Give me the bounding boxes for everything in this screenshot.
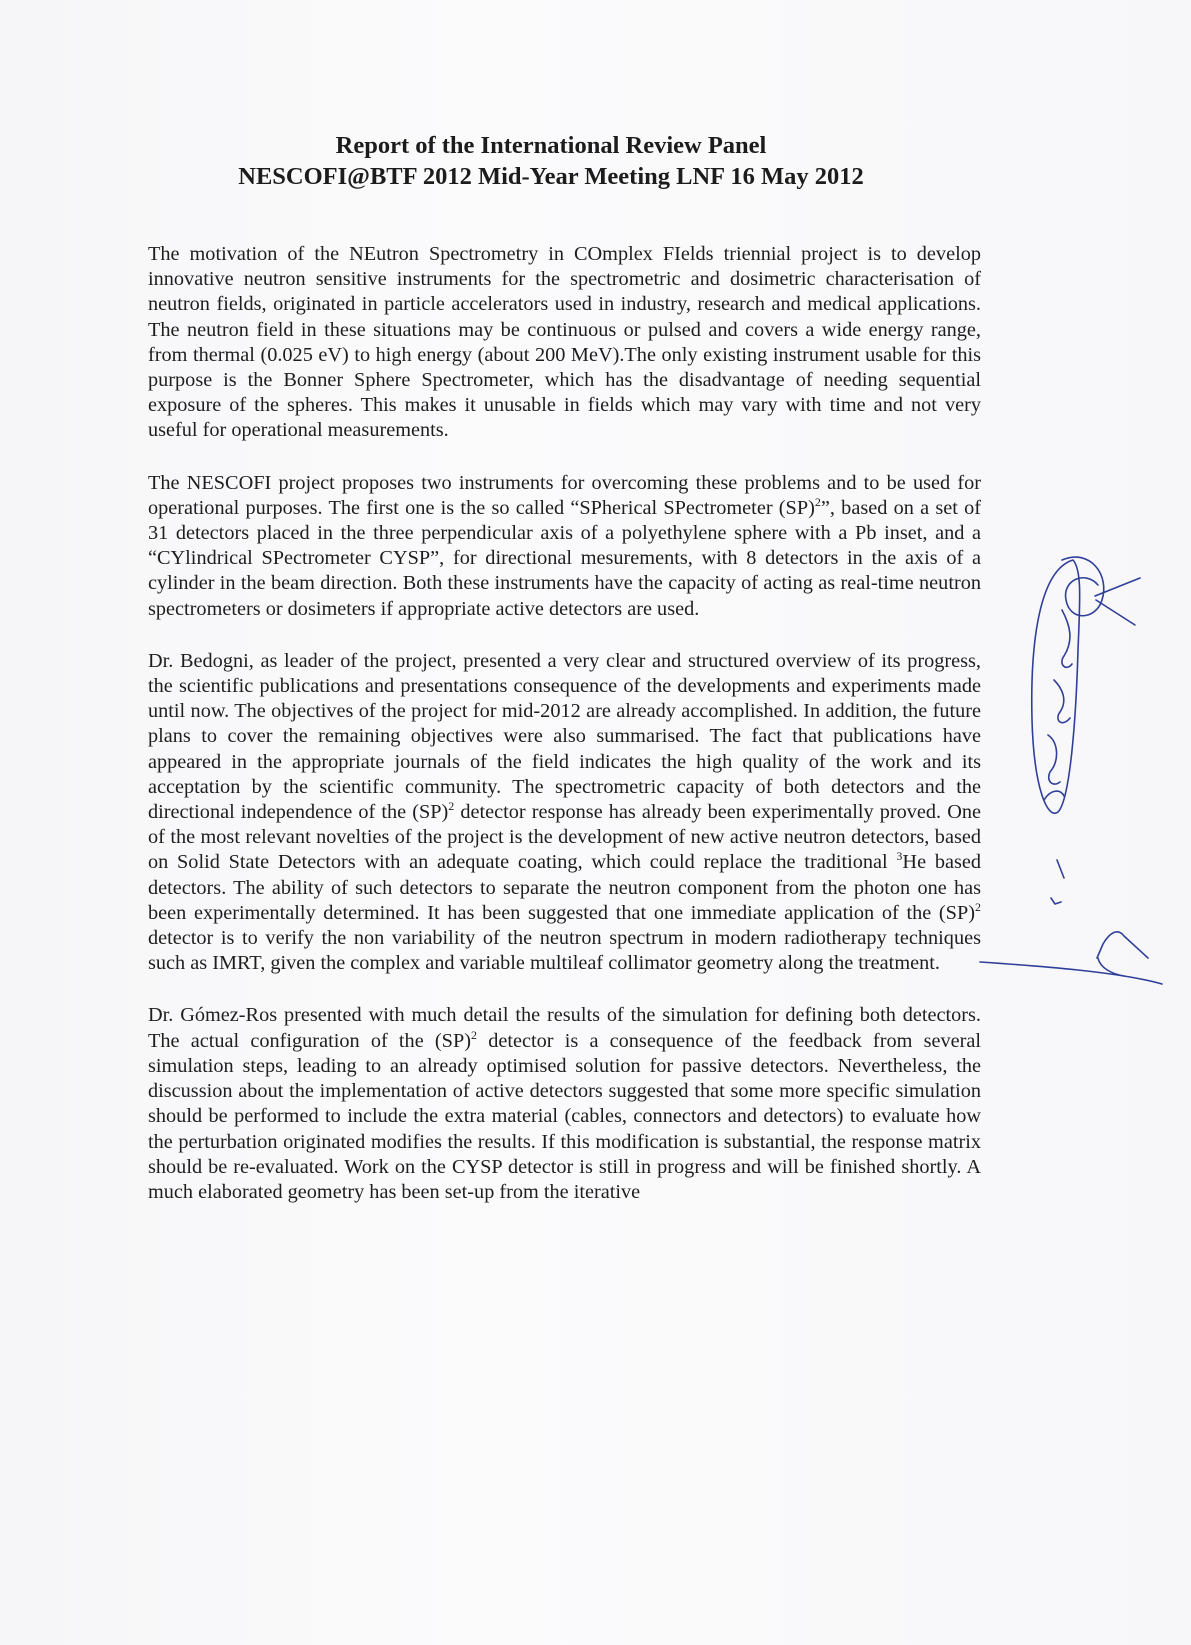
document-body — [148, 242, 981, 1232]
superscript: 3 — [896, 849, 903, 864]
superscript: 2 — [470, 1027, 477, 1042]
paragraph-4-text-a: Dr. Gómez-Ros presented with much detail the results of the simulation for defining both detectors. The actual configuration of the (SP) — [148, 1004, 981, 1052]
paragraph-3-text-d: detector is to verify the non variability of the neutron spectrum in modern radiotherapy techniques such as IMRT, given the complex and variable multileaf collimator geometry along the treatment. — [148, 927, 981, 975]
paragraph-4 — [148, 1003, 981, 1205]
paragraph-4-text-b: detector is a consequence of the feedback from several simulation steps, leading to an already optimised solution for passive detectors. Nevertheless, the discussion about the implementation of active detectors suggested that some more specific simulation should be performed to include the extra material (cables, connectors and detectors) to evaluate how the perturbation originated modifies the results. If this modification is substantial, the response matrix should be re-evaluated. Work on the CYSP detector is still in progress and will be finished shortly. A much elaborated geometry has been set-up from the iterative — [148, 1029, 981, 1203]
paragraph-1: The motivation of the NEutron Spectrometry in COmplex FIelds triennial project is to develop innovative neutron sensitive instruments for the spectrometric and dosimetric characterisation of neutron fields, originated in particle accelerators used in industry, research and medical applications. The neutron field in these situations may be continuous or pulsed and covers a wide energy range, from thermal (0.025 eV) to high energy (about 200 MeV).The only existing instrument usable for this purpose is the Bonner Sphere Spectrometer, which has the disadvantage of needing sequential exposure of the spheres. This makes it unusable in fields which may vary with time and not very useful for operational measurements. — [148, 243, 981, 442]
paragraph-3-text-b: detector response has already been experimentally proved. One of the most relevant novelties of the project is the development of new active neutron detectors, based on Solid State Detectors with an adequate coating, which could replace the traditional — [148, 801, 981, 874]
paragraph-2 — [148, 471, 981, 622]
paragraph-3 — [148, 649, 981, 977]
document-title — [0, 130, 1102, 192]
superscript: 2 — [814, 495, 821, 510]
paragraph-2-text-b: ”, based on a set of 31 detectors placed in the three perpendicular axis of a polyethylene sphere with a Pb inset, and a “CYlindrical SPectrometer CYSP”, for directional mesurements, with 8 detectors in the axis of a cylinder in the beam direction. Both these instruments have the capacity of acting as real-time neutron spectrometers or dosimeters if appropriate active detectors are used. — [148, 496, 981, 620]
paragraph-3-text-c: He based detectors. The ability of such detectors to separate the neutron component from the photon one has been experimentally determined. It has been suggested that one immediate application of the (SP) — [148, 851, 981, 924]
title-line-1: Report of the International Review Panel — [335, 132, 767, 159]
paragraph-2-text-a: The NESCOFI project proposes two instruments for overcoming these problems and to be used for operational purposes. The first one is the so called “SPherical SPectrometer (SP) — [148, 471, 981, 519]
superscript: 2 — [448, 799, 455, 814]
superscript: 2 — [975, 900, 981, 915]
paragraph-3-text-a: Dr. Bedogni, as leader of the project, presented a very clear and structured overview of its progress, the scientific publications and presentations consequence of the developments and experiments made until now. The objectives of the project for mid-2012 are already accomplished. In addition, the future plans to cover the remaining objectives were also summarised. The fact that publications have appeared in the appropriate journals of the field indicates the high quality of the work and its acceptation by the scientific community. The spectrometric capacity of both detectors and the directional independence of the (SP) — [148, 649, 981, 824]
title-line-2: NESCOFI@BTF 2012 Mid-Year Meeting LNF 16 May 2012 — [238, 163, 864, 190]
